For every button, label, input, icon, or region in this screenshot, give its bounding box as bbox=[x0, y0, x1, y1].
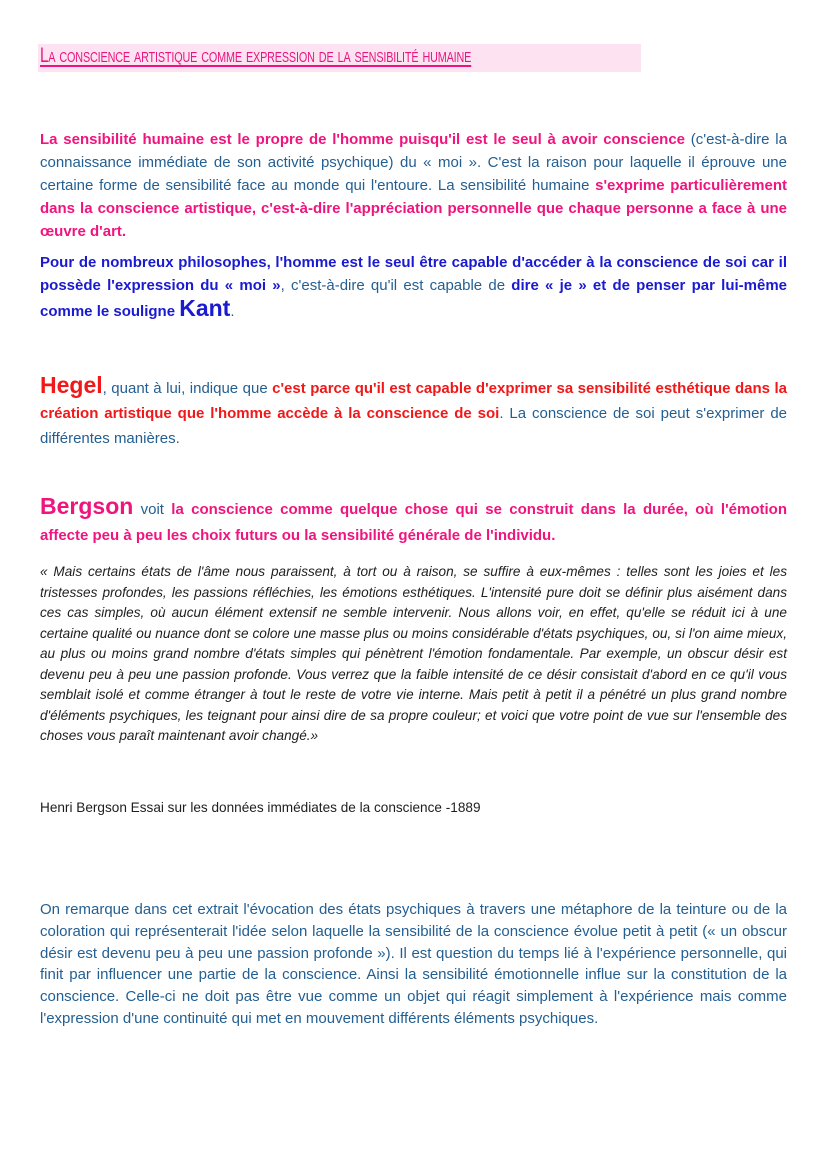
highlight-text: Pour de nombreux philosophes, l'homme est le seul être capable d'accéder à la conscience de soi car il possède l'expression du « moi » bbox=[40, 254, 787, 294]
highlight-text: la conscience comme quelque chose qui se construit dans la durée, où l'émotion affecte peu à peu les choix futurs ou la sensibilité générale de l'individu. bbox=[40, 501, 787, 544]
body-text: , quant à lui, indique que bbox=[102, 380, 273, 397]
paragraph-hegel bbox=[40, 373, 787, 451]
philosopher-name-bergson: Bergson bbox=[40, 493, 134, 519]
highlight-text: c'est parce qu'il est capable d'exprimer sa sensibilité esthétique dans la création artistique que l'homme accède à la conscience de soi bbox=[40, 380, 787, 422]
paragraph-analysis: On remarque dans cet extrait l'évocation des états psychiques à travers une métaphore de la teinture ou de la coloration qui représenterait l'idée selon laquelle la sensibilité de la conscience évolue petit à petit (« un obscur désir est devenu peu à peu une passion profonde »). Il est question du temps lié à l'expérience personnelle, qui finit par influencer une partie de la conscience. Ainsi la sensibilité émotionnelle influe sur la constitution de la conscience. Celle-ci ne doit pas être vue comme un objet qui réagit simplement à l'expérience mais comme l'expression d'une continuité qui met en mouvement différents éléments psychiques. bbox=[40, 901, 787, 1027]
page-title-text: La conscience artistique comme expression de la sensibilité humaine bbox=[40, 44, 472, 67]
body-text: . bbox=[230, 303, 235, 320]
body-text: (c'est-à-dire la connaissance immédiate de son activité psychique) du « moi ». C'est la raison pour laquelle il éprouve une certaine forme de sensibilité face au monde qui l'entoure. La sensibilité humaine bbox=[40, 131, 787, 194]
page-title bbox=[38, 44, 641, 72]
body-text: . La conscience de soi peut s'exprimer de différentes manières. bbox=[40, 405, 787, 447]
highlight-text: dire « je » et de penser par lui-même comme le souligne bbox=[40, 277, 787, 320]
philosopher-name-kant: Kant bbox=[179, 295, 231, 321]
bergson-quote: « Mais certains états de l'âme nous paraissent, à tort ou à raison, se suffire à eux-mêmes : telles sont les joies et les tristesses profondes, les passions réfléchies, les émotions esthétiques. L'intensité pure doit se définir plus aisément dans ces cas simples, où aucun élément extensif ne semble intervenir. Nous allons voir, en effet, qu'elle se réduit ici à une certaine qualité ou nuance dont se colore une masse plus ou moins considérable d'états psychiques, ou, si l'on aime mieux, au plus ou moins grand nombre d'états simples qui pénètrent l'émotion fondamentale. Par exemple, un obscur désir est devenu peu à peu une passion profonde. Vous verrez que la faible intensité de ce désir consistait d'abord en ce qu'il vous semblait isolé et comme étranger à tout le reste de votre vie interne. Mais petit à petit il a pénétré un plus grand nombre d'éléments psychiques, les teignant pour ainsi dire de sa propre couleur; et voici que votre point de vue sur l'ensemble des choses vous paraît maintenant avoir changé.» bbox=[40, 564, 787, 743]
philosopher-name-hegel: Hegel bbox=[40, 372, 103, 398]
highlight-text: La sensibilité humaine est le propre de l'homme puisqu'il est le seul à avoir conscience bbox=[40, 131, 686, 148]
body-text: , c'est-à-dire qu'il est capable de bbox=[280, 277, 512, 294]
quote-citation: Henri Bergson Essai sur les données immédiates de la conscience -1889 bbox=[40, 800, 481, 815]
paragraph-sensibilite bbox=[40, 128, 787, 243]
paragraph-bergson bbox=[40, 493, 787, 549]
paragraph-kant bbox=[40, 251, 787, 323]
body-text: voit bbox=[133, 501, 172, 518]
highlight-text: s'exprime particulièrement dans la conscience artistique, c'est-à-dire l'appréciation personnelle que chaque personne a face à une œuvre d'art. bbox=[40, 177, 788, 240]
